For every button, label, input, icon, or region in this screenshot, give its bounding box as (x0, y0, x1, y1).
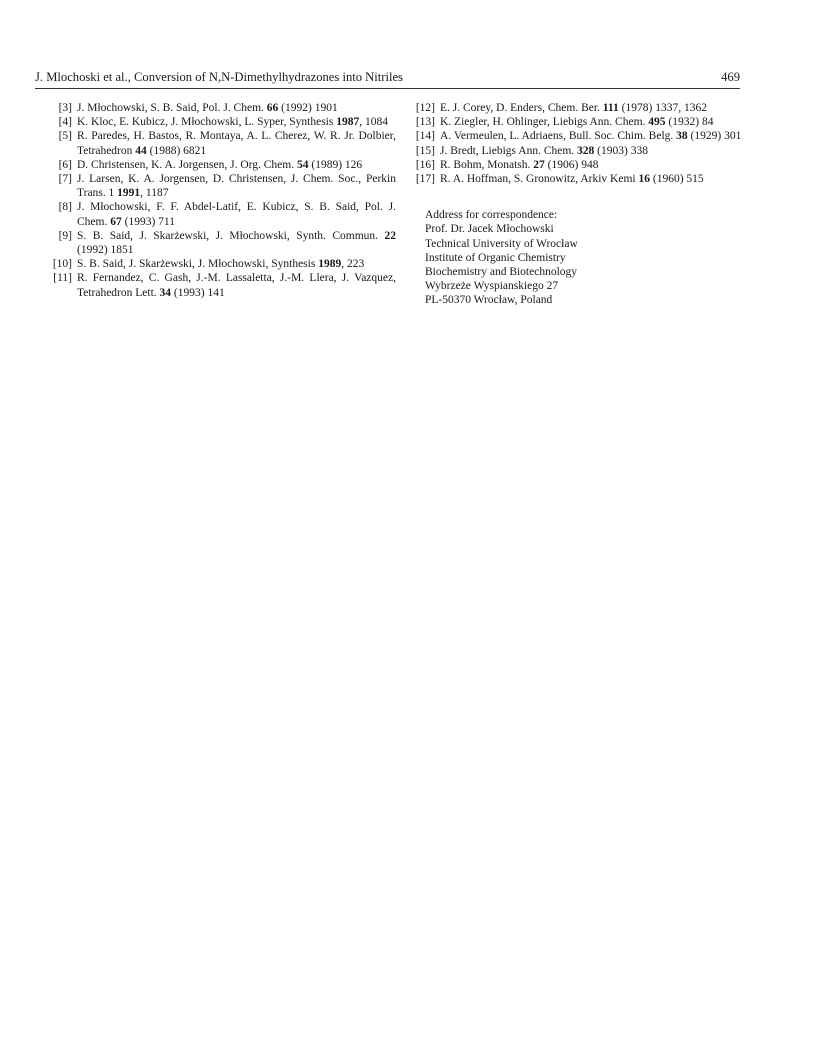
references-left-column (35, 101, 396, 300)
reference-text-segment: , 1084 (359, 116, 388, 129)
reference-text-segment: J. Larsen, K. A. Jorgensen, D. Christensen, J. Chem. Soc., Perkin Trans. 1 (77, 173, 396, 200)
reference-text (77, 229, 396, 257)
address-line: Address for correspondence: (425, 209, 558, 222)
reference-text-segment: E. J. Corey, D. Enders, Chem. Ber. (440, 102, 603, 114)
reference-volume: 1991 (117, 187, 141, 200)
reference-text (77, 257, 396, 271)
reference-number: [7] (58, 173, 72, 186)
reference-text-segment: (1992) 1851 (77, 244, 134, 257)
reference-volume: 328 (577, 144, 595, 157)
reference-item (35, 257, 396, 271)
reference-item (398, 115, 744, 129)
reference-volume: 495 (648, 116, 666, 129)
reference-volume: 38 (676, 130, 688, 143)
reference-volume: 16 (638, 173, 650, 186)
reference-item (398, 129, 744, 143)
reference-text-segment: (1906) 948 (544, 158, 599, 171)
reference-text-segment: D. Christensen, K. A. Jorgensen, J. Org. Chem. (77, 158, 297, 171)
reference-text (77, 200, 396, 228)
reference-number: [5] (58, 130, 72, 143)
correspondence-address (425, 208, 744, 307)
reference-text (440, 115, 744, 129)
reference-number: [16] (415, 158, 435, 171)
address-line: Prof. Dr. Jacek Młochowski (425, 223, 554, 236)
reference-volume: 27 (533, 158, 545, 171)
reference-text-segment: A. Vermeulen, L. Adriaens, Bull. Soc. Chim. Belg. (440, 130, 677, 143)
reference-text (440, 101, 744, 115)
reference-volume: 1989 (318, 258, 342, 271)
address-line: Biochemistry and Biotechnology (425, 266, 578, 279)
reference-text (77, 172, 396, 200)
reference-text-segment: (1978) 1337, 1362 (618, 102, 707, 114)
reference-text-segment: (1988) 6821 (146, 144, 207, 157)
reference-number: [15] (415, 144, 435, 157)
address-line: Institute of Organic Chemistry (425, 251, 566, 264)
running-title: J. Mlochoski et al., Conversion of N,N-Dimethylhydrazones into Nitriles (35, 70, 403, 84)
reference-text-segment: (1989) 126 (308, 158, 363, 171)
reference-text-segment: J. Bredt, Liebigs Ann. Chem. (440, 144, 578, 157)
reference-number: [11] (53, 272, 72, 285)
reference-volume: 34 (159, 286, 172, 299)
reference-item (35, 129, 396, 157)
reference-text-segment: S. B. Said, J. Skarżewski, J. Młochowski, Synthesis (77, 258, 319, 271)
references-right-column (398, 101, 744, 308)
reference-volume: 67 (110, 215, 122, 228)
address-line: Wybrzeże Wyspianskiego 27 (425, 280, 559, 293)
reference-text-segment: (1993) 141 (171, 286, 225, 299)
reference-number: [9] (58, 229, 72, 242)
reference-text-segment: S. B. Said, J. Skarżewski, J. Młochowski, Synth. Commun. (77, 229, 385, 242)
reference-text-segment: (1929) 301 (687, 130, 742, 143)
reference-volume: 22 (384, 229, 396, 242)
reference-text-segment: (1903) 338 (594, 144, 648, 157)
reference-text (440, 172, 744, 186)
reference-text-segment: K. Ziegler, H. Ohlinger, Liebigs Ann. Chem. (440, 116, 649, 129)
reference-text-segment: (1932) 84 (665, 116, 714, 129)
reference-item (35, 200, 396, 228)
reference-text-segment: J. Młochowski, S. B. Said, Pol. J. Chem. (77, 102, 267, 114)
address-line: Technical University of Wrocław (425, 237, 578, 250)
reference-number: [13] (415, 116, 435, 129)
reference-number: [6] (58, 158, 72, 171)
reference-text (440, 129, 744, 143)
reference-text (440, 158, 744, 172)
reference-text-segment: , 223 (341, 258, 365, 271)
reference-text (440, 144, 744, 158)
reference-text (77, 271, 396, 299)
reference-number: [8] (58, 201, 72, 214)
reference-item (35, 172, 396, 200)
reference-text-segment: K. Kloc, E. Kubicz, J. Młochowski, L. Syper, Synthesis (77, 116, 337, 129)
reference-volume: 1987 (336, 116, 360, 129)
reference-text-segment: R. Bohm, Monatsh. (440, 158, 534, 171)
reference-item (35, 158, 396, 172)
reference-text (77, 115, 396, 129)
address-line: PL-50370 Wrocław, Poland (425, 294, 553, 307)
reference-number: [14] (415, 130, 435, 143)
reference-text-segment: , 1187 (140, 187, 169, 200)
reference-text-segment: J. Młochowski, F. F. Abdel-Latif, E. Kubicz, S. B. Said, Pol. J. Chem. (77, 201, 396, 228)
reference-text (77, 101, 396, 115)
page-number: 469 (721, 70, 740, 84)
reference-text (77, 158, 396, 172)
reference-number: [3] (58, 102, 72, 114)
reference-item (35, 115, 396, 129)
reference-item (35, 101, 396, 115)
reference-item (398, 172, 744, 186)
reference-text-segment: (1992) 1901 (278, 102, 338, 114)
reference-text-segment: R. Fernandez, C. Gash, J.-M. Lassaletta, J.-M. Llera, J. Vazquez, Tetrahedron Lett. (77, 272, 396, 299)
reference-item (35, 271, 396, 299)
reference-item (35, 229, 396, 257)
reference-text (77, 129, 396, 157)
reference-number: [17] (415, 173, 435, 186)
reference-item (398, 158, 744, 172)
reference-volume: 44 (135, 144, 147, 157)
page-header (35, 68, 740, 89)
reference-number: [4] (58, 116, 72, 129)
reference-text-segment: (1993) 711 (121, 215, 175, 228)
reference-number: [12] (415, 102, 435, 114)
reference-item (398, 101, 744, 115)
reference-item (398, 144, 744, 158)
reference-text-segment: R. Paredes, H. Bastos, R. Montaya, A. L. Cherez, W. R. Jr. Dolbier, Tetrahedron (77, 130, 396, 157)
reference-text-segment: R. A. Hoffman, S. Gronowitz, Arkiv Kemi (440, 173, 639, 186)
reference-volume: 66 (266, 102, 279, 114)
reference-number: [10] (52, 258, 72, 271)
reference-volume: 54 (296, 158, 309, 171)
reference-volume: 111 (602, 102, 619, 114)
reference-text-segment: (1960) 515 (649, 173, 704, 186)
